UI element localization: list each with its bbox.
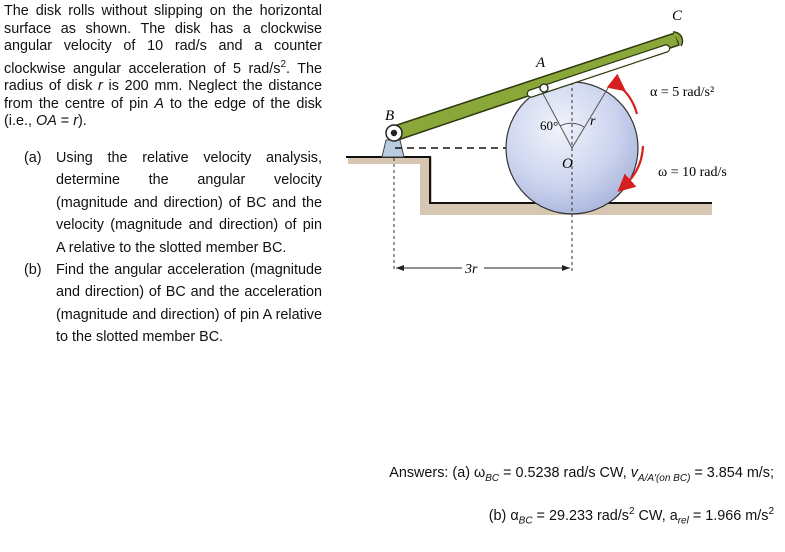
answer-b-sub2: rel [677, 515, 689, 527]
mechanism-figure [340, 0, 785, 290]
answer-a-mid: = 0.5238 rad/s CW, [499, 465, 631, 481]
answer-b-mid2: CW, a [634, 507, 678, 524]
answer-b-end: = 1.966 m/s [688, 507, 769, 524]
answer-b-exp: 2 [628, 505, 635, 517]
intro-eq: = [56, 113, 74, 130]
part-a [4, 147, 322, 259]
answer-a-prefix: Answers: (a) ω [389, 465, 486, 481]
answer-a-sub2: A/A'(on BC) [637, 472, 691, 484]
part-a-text: Using the relative velocity analysis, determine the angular velocity (magnitude and direction) of BC and the velocity (magnitude and direction) of pin A relative to the slotted member BC. [56, 150, 322, 256]
problem-intro [4, 3, 322, 131]
answer-a-sub1: BC [485, 472, 500, 484]
omega-label: ω = 10 rad/s [658, 165, 727, 180]
intro-text-3: is 200 mm. Neglect the distance from the centre of pin [4, 78, 322, 112]
intro-r: r [98, 78, 103, 95]
answer-b-prefix: (b) α [488, 507, 519, 524]
label-c: C [672, 8, 683, 24]
label-b: B [385, 108, 395, 124]
alpha-label: α = 5 rad/s² [650, 85, 715, 100]
answer-a-end: = 3.854 m/s; [690, 465, 774, 481]
label-r: r [590, 114, 596, 129]
angle-label: 60° [540, 118, 559, 133]
answer-a-v: v [630, 465, 638, 481]
part-b [4, 259, 322, 349]
pivot-b-inner [391, 130, 397, 136]
intro-text-2: . The radius of disk [4, 60, 322, 95]
answer-b [334, 501, 774, 533]
part-b-text: Find the angular acceleration (magnitude and direction) of BC and the acceleration (magnitude and direction) of pin A relative to the slotted member BC. [56, 262, 322, 346]
answers-block [334, 462, 774, 544]
part-a-label: (a) [24, 150, 42, 166]
part-b-label: (b) [24, 262, 42, 279]
intro-text: The disk rolls without slipping on the horizontal surface as shown. The disk has a clockwise angular velocity of 10 rad/s and a counter clockwise angular acceleration of 5 rad/s [4, 3, 322, 77]
answer-b-exp2: 2 [768, 505, 774, 517]
pin-a [540, 84, 548, 92]
intro-A: A [154, 95, 164, 112]
intro-text-4: to the edge of the disk (i.e., [4, 95, 322, 130]
intro-r-2: r [73, 113, 78, 130]
intro-OA: OA [36, 113, 57, 130]
dim-label: 3r [465, 262, 478, 277]
answer-b-sub1: BC [518, 515, 533, 527]
label-o: O [562, 156, 573, 172]
problem-parts [4, 147, 322, 349]
answer-a [334, 462, 774, 490]
label-a: A [536, 55, 546, 71]
answer-b-mid: = 29.233 rad/s [532, 507, 629, 524]
ground-left-top [348, 157, 432, 164]
intro-end: ). [78, 113, 87, 130]
intro-exponent: 2 [280, 58, 286, 70]
